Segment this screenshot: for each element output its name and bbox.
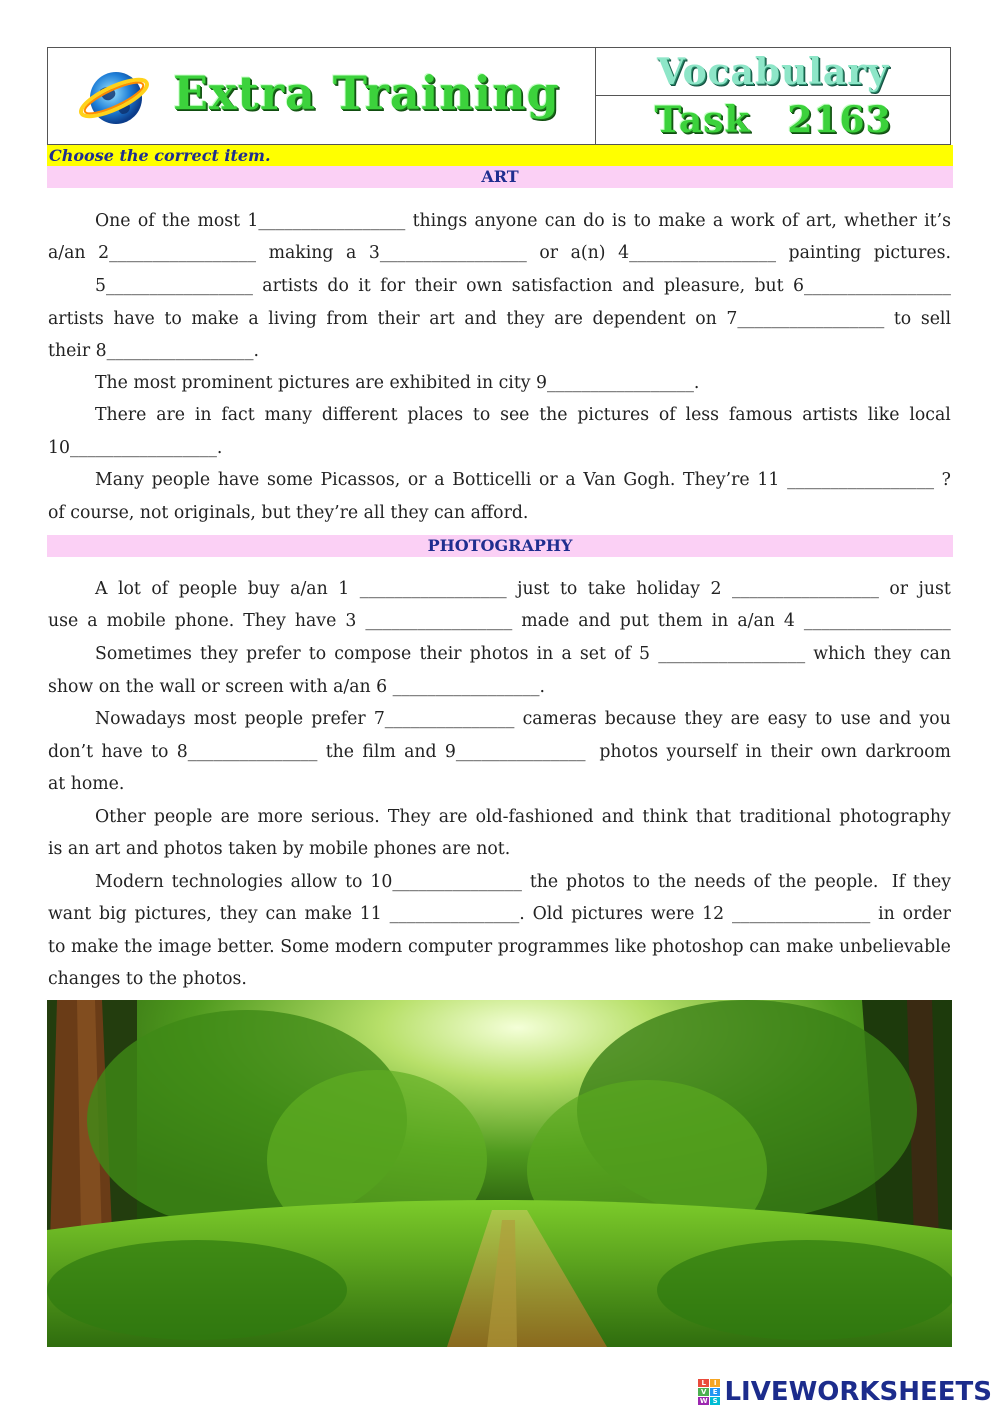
- answer-blank[interactable]: _______________.: [389, 904, 525, 924]
- text-word: people.: [814, 872, 879, 892]
- text-word: whether: [844, 211, 917, 231]
- text-word: can: [265, 904, 297, 924]
- text-word: were: [650, 904, 695, 924]
- text-word: needs: [694, 872, 746, 892]
- text-word: pictures: [571, 904, 643, 924]
- text-word: holiday: [636, 579, 700, 599]
- text-word: are: [438, 807, 468, 827]
- text-word: the: [778, 872, 807, 892]
- text-word: photos: [593, 742, 659, 762]
- text-word: Gogh.: [623, 470, 676, 490]
- text-word: in: [745, 742, 763, 762]
- text-word: in: [711, 611, 729, 631]
- text-word: are: [730, 709, 760, 729]
- text-line: [48, 936, 951, 958]
- text-word: to: [632, 872, 651, 892]
- text-word: of: [151, 579, 169, 599]
- text-word: changes to the photos.: [48, 969, 247, 989]
- text-word: places: [407, 405, 464, 425]
- text-word: to: [814, 709, 833, 729]
- text-word: at home.: [48, 774, 125, 794]
- text-word: to: [559, 579, 578, 599]
- text-word: photos: [469, 644, 529, 664]
- text-word: just: [918, 579, 951, 599]
- text-word: are: [156, 405, 185, 425]
- text-word: to: [345, 872, 363, 892]
- text-word: a: [87, 611, 98, 631]
- text-word: do: [583, 211, 605, 231]
- answer-blank[interactable]: 8_______________: [176, 742, 318, 762]
- text-word: just: [517, 579, 550, 599]
- text-word: or: [407, 470, 427, 490]
- text-word: of: [137, 211, 155, 231]
- text-word: programmes: [497, 937, 610, 957]
- text-word: 11: [757, 470, 780, 490]
- text-word: painting: [788, 243, 862, 263]
- text-line: [48, 610, 951, 632]
- text-word: They’re: [683, 470, 750, 490]
- text-word: and: [622, 276, 655, 296]
- text-word: anyone: [474, 211, 538, 231]
- instruction-bar: Choose the correct item.: [47, 145, 953, 167]
- text-word: to: [308, 644, 327, 664]
- answer-blank[interactable]: 3_________________: [368, 243, 527, 263]
- text-word: is: [611, 211, 627, 231]
- text-line: [48, 741, 951, 763]
- text-word: to: [48, 937, 66, 957]
- text-word: their: [377, 309, 420, 329]
- section-heading-art: ART: [47, 166, 953, 188]
- answer-blank[interactable]: _________________: [658, 644, 806, 664]
- answer-blank[interactable]: ________________: [732, 904, 871, 924]
- text-word: people: [244, 709, 304, 729]
- text-word: Modern: [95, 872, 164, 892]
- text-word: unbelievable: [839, 937, 951, 957]
- text-line: [95, 578, 951, 600]
- text-word: 11: [359, 904, 382, 924]
- text-line: [48, 773, 951, 795]
- text-line: [48, 676, 951, 698]
- text-word: but: [754, 276, 784, 296]
- text-word: don’t: [48, 742, 94, 762]
- answer-blank[interactable]: 7_______________: [373, 709, 515, 729]
- text-word: Botticelli: [452, 470, 532, 490]
- text-word: living: [268, 309, 317, 329]
- text-word: people: [178, 579, 238, 599]
- text-word: a/an: [737, 611, 775, 631]
- text-word: use: [840, 709, 871, 729]
- text-word: is an art and photos taken by mobile phones are not.: [48, 839, 511, 859]
- section-heading-photography: PHOTOGRAPHY: [47, 535, 953, 557]
- text-word: can: [544, 211, 576, 231]
- text-word: darkroom: [865, 742, 951, 762]
- text-word: the: [161, 211, 191, 231]
- text-word: they: [684, 709, 723, 729]
- text-word: Many: [95, 470, 144, 490]
- answer-blank[interactable]: _________________: [359, 579, 507, 599]
- text-word: a: [346, 243, 357, 263]
- text-word: lot: [117, 579, 141, 599]
- text-word: a: [565, 470, 576, 490]
- liveworksheets-wordmark: LIVEWORKSHEETS: [724, 1377, 992, 1407]
- text-word: a: [561, 644, 572, 664]
- answer-blank[interactable]: 10_________________.: [48, 438, 223, 458]
- text-word: make: [658, 211, 706, 231]
- text-line: [48, 308, 951, 330]
- text-word: make: [304, 904, 352, 924]
- text-line: [48, 838, 951, 860]
- answer-blank[interactable]: show on the wall or screen with a/an 6 _________________.: [48, 677, 546, 697]
- text-word: the: [325, 742, 355, 762]
- text-word: are: [220, 807, 250, 827]
- text-word: dependent: [592, 309, 686, 329]
- text-word: you: [919, 709, 951, 729]
- header-left-panel: [48, 48, 596, 144]
- text-word: own: [466, 276, 503, 296]
- text-line: [48, 437, 951, 459]
- text-word: they: [219, 904, 258, 924]
- text-word: their: [414, 276, 457, 296]
- text-word: 5: [639, 644, 651, 664]
- text-word: they: [912, 872, 951, 892]
- text-word: for: [380, 276, 406, 296]
- text-line: [95, 871, 951, 893]
- text-word: made: [521, 611, 570, 631]
- text-word: their: [770, 742, 813, 762]
- text-word: Nowadays: [95, 709, 186, 729]
- text-line: [48, 502, 951, 524]
- text-word: people: [151, 470, 211, 490]
- text-word: image: [158, 937, 212, 957]
- text-word: film: [362, 742, 396, 762]
- text-word: work: [730, 211, 775, 231]
- header-vocabulary-cell: [596, 48, 950, 96]
- text-word: which: [813, 644, 866, 664]
- vocabulary-title: Vocabulary: [656, 50, 890, 93]
- text-word: fact: [221, 405, 255, 425]
- answer-blank[interactable]: their 8_________________.: [48, 341, 259, 361]
- text-word: artists: [802, 405, 858, 425]
- text-line: [48, 242, 951, 264]
- text-word: of course, not originals, but they’re all they can afford.: [48, 503, 529, 523]
- text-word: have: [101, 742, 143, 762]
- text-word: from: [326, 309, 368, 329]
- text-word: own: [820, 742, 858, 762]
- text-word: pictures.: [873, 243, 951, 263]
- text-word: have: [113, 309, 155, 329]
- answer-blank[interactable]: 6_________________: [793, 276, 951, 296]
- text-word: things: [412, 211, 468, 231]
- text-word: Some: [280, 937, 330, 957]
- text-word: it: [358, 276, 371, 296]
- text-word: There: [95, 405, 147, 425]
- text-word: a: [434, 470, 445, 490]
- text-word: mobile: [106, 611, 166, 631]
- text-word: they: [873, 644, 912, 664]
- text-word: can: [919, 644, 951, 664]
- text-word: ?: [941, 470, 951, 490]
- text-word: A: [95, 579, 108, 599]
- text-word: many: [264, 405, 313, 425]
- text-line: [48, 968, 951, 990]
- text-word: 4: [783, 611, 795, 631]
- liveworksheets-logo-icon: L I V E W S: [698, 1379, 720, 1405]
- text-word: like: [867, 405, 900, 425]
- text-word: technologies: [171, 872, 283, 892]
- answer-blank[interactable]: 10_______________: [370, 872, 522, 892]
- text-line: [48, 340, 951, 362]
- text-word: in: [878, 904, 895, 924]
- text-word: make: [191, 309, 239, 329]
- text-word: Picassos,: [320, 470, 401, 490]
- answer-blank[interactable]: 1_________________: [247, 211, 406, 231]
- header-right-panel: [596, 48, 950, 144]
- text-word: a/an: [48, 243, 86, 263]
- text-word: they: [506, 309, 545, 329]
- extra-training-title: Extra Training: [173, 66, 560, 120]
- text-word: a: [712, 211, 724, 231]
- text-word: pictures,: [134, 904, 212, 924]
- text-word: art: [429, 309, 455, 329]
- text-word: satisfaction: [511, 276, 613, 296]
- header-task-cell: [596, 96, 950, 144]
- text-word: They: [243, 611, 286, 631]
- text-word: computer: [408, 937, 493, 957]
- text-line: [95, 372, 951, 394]
- text-word: more: [257, 807, 303, 827]
- text-word: and: [404, 742, 437, 762]
- text-word: photography: [839, 807, 951, 827]
- text-word: like: [614, 937, 647, 957]
- text-word: One: [95, 211, 131, 231]
- text-word: or: [539, 470, 558, 490]
- answer-blank[interactable]: 2_________________: [98, 243, 257, 263]
- text-word: photos: [566, 872, 625, 892]
- text-word: in: [194, 405, 212, 425]
- answer-blank[interactable]: 7_________________: [726, 309, 885, 329]
- text-word: artists: [262, 276, 318, 296]
- globe-logo-icon: [76, 64, 152, 130]
- text-word: They: [387, 807, 431, 827]
- text-word: the: [539, 405, 568, 425]
- text-word: see: [500, 405, 530, 425]
- text-word: most: [193, 709, 237, 729]
- answer-blank[interactable]: 9_______________: [444, 742, 586, 762]
- text-word: to: [164, 309, 182, 329]
- text-word: a/an: [290, 579, 328, 599]
- task-label: Task: [654, 99, 751, 141]
- text-word: do: [327, 276, 349, 296]
- text-word: they: [199, 644, 239, 664]
- text-word: to: [633, 211, 651, 231]
- text-word: and: [578, 611, 611, 631]
- text-word: make: [71, 937, 119, 957]
- text-word: their: [419, 644, 462, 664]
- text-word: yourself: [666, 742, 738, 762]
- text-word: serious.: [310, 807, 380, 827]
- text-word: compose: [334, 644, 412, 664]
- text-line: [95, 643, 951, 665]
- text-word: use: [48, 611, 79, 631]
- text-word: and: [878, 709, 912, 729]
- text-word: them: [657, 611, 703, 631]
- answer-blank[interactable]: 4_________________: [618, 243, 776, 263]
- text-word: 12: [702, 904, 725, 924]
- text-word: cameras: [522, 709, 597, 729]
- text-word: to: [151, 742, 169, 762]
- text-word: artists: [48, 309, 104, 329]
- text-word: buy: [247, 579, 280, 599]
- text-word: modern: [334, 937, 403, 957]
- text-word: people: [153, 807, 213, 827]
- text-line: [95, 404, 951, 426]
- text-word: take: [587, 579, 626, 599]
- text-word: because: [604, 709, 677, 729]
- text-word: set: [579, 644, 606, 664]
- text-word: want: [48, 904, 92, 924]
- text-line: [95, 210, 951, 232]
- text-word: 3: [345, 611, 357, 631]
- text-word: it’s: [924, 211, 951, 231]
- text-word: Other: [95, 807, 146, 827]
- text-line: [95, 708, 951, 730]
- answer-blank[interactable]: _________________: [787, 470, 934, 490]
- text-word: old-fashioned: [475, 807, 594, 827]
- text-word: or: [539, 243, 559, 263]
- text-word: think: [642, 807, 688, 827]
- text-word: or: [889, 579, 909, 599]
- answer-blank[interactable]: 5_________________: [95, 276, 253, 296]
- text-word: put: [619, 611, 649, 631]
- answer-blank[interactable]: _________________: [731, 579, 879, 599]
- text-word: the: [124, 937, 153, 957]
- text-word: 2: [710, 579, 722, 599]
- text-word: and: [601, 807, 635, 827]
- text-word: of: [753, 872, 771, 892]
- text-word: traditional: [739, 807, 832, 827]
- text-word: big: [99, 904, 127, 924]
- text-word: most: [197, 211, 241, 231]
- text-line: [95, 469, 951, 491]
- text-word: a(n): [570, 243, 606, 263]
- text-word: can: [749, 937, 781, 957]
- text-word: are: [554, 309, 583, 329]
- text-word: pictures: [577, 405, 650, 425]
- text-word: have: [294, 611, 337, 631]
- text-word: phone.: [174, 611, 235, 631]
- text-word: photoshop: [652, 937, 744, 957]
- text-word: different: [321, 405, 398, 425]
- text-word: sell: [920, 309, 951, 329]
- text-word: Sometimes: [95, 644, 192, 664]
- text-word: famous: [728, 405, 793, 425]
- text-word: order: [902, 904, 951, 924]
- text-word: 1: [338, 579, 350, 599]
- text-word: prefer: [311, 709, 366, 729]
- forest-path-photo: [47, 1000, 952, 1347]
- text-word: of: [658, 405, 676, 425]
- text-line: [95, 806, 951, 828]
- answer-blank[interactable]: The most prominent pictures are exhibited in city 9_________________.: [95, 373, 700, 393]
- text-word: a: [248, 309, 259, 329]
- text-word: prefer: [246, 644, 301, 664]
- text-word: make: [786, 937, 834, 957]
- text-word: in: [536, 644, 554, 664]
- text-word: art,: [805, 211, 837, 231]
- text-word: Van: [583, 470, 616, 490]
- text-word: less: [685, 405, 720, 425]
- text-word: easy: [767, 709, 807, 729]
- text-word: that: [695, 807, 732, 827]
- text-word: on: [695, 309, 717, 329]
- text-word: If: [886, 872, 906, 892]
- text-word: of: [614, 644, 631, 664]
- text-word: the: [529, 872, 559, 892]
- text-word: the: [657, 872, 687, 892]
- text-word: better.: [217, 937, 275, 957]
- text-word: allow: [290, 872, 338, 892]
- text-word: to: [893, 309, 912, 329]
- text-line: [48, 903, 951, 925]
- liveworksheets-brand: [698, 1377, 992, 1407]
- worksheet-header: [47, 47, 951, 145]
- text-word: some: [266, 470, 313, 490]
- text-word: pleasure,: [663, 276, 746, 296]
- text-line: [95, 275, 951, 297]
- text-word: making: [268, 243, 334, 263]
- answer-blank[interactable]: _________________: [803, 611, 951, 631]
- text-word: of: [781, 211, 799, 231]
- answer-blank[interactable]: _________________: [365, 611, 513, 631]
- text-word: to: [472, 405, 491, 425]
- text-word: local: [909, 405, 951, 425]
- task-number: 2163: [787, 99, 892, 141]
- text-word: and: [464, 309, 497, 329]
- text-word: Old: [532, 904, 564, 924]
- text-word: have: [217, 470, 260, 490]
